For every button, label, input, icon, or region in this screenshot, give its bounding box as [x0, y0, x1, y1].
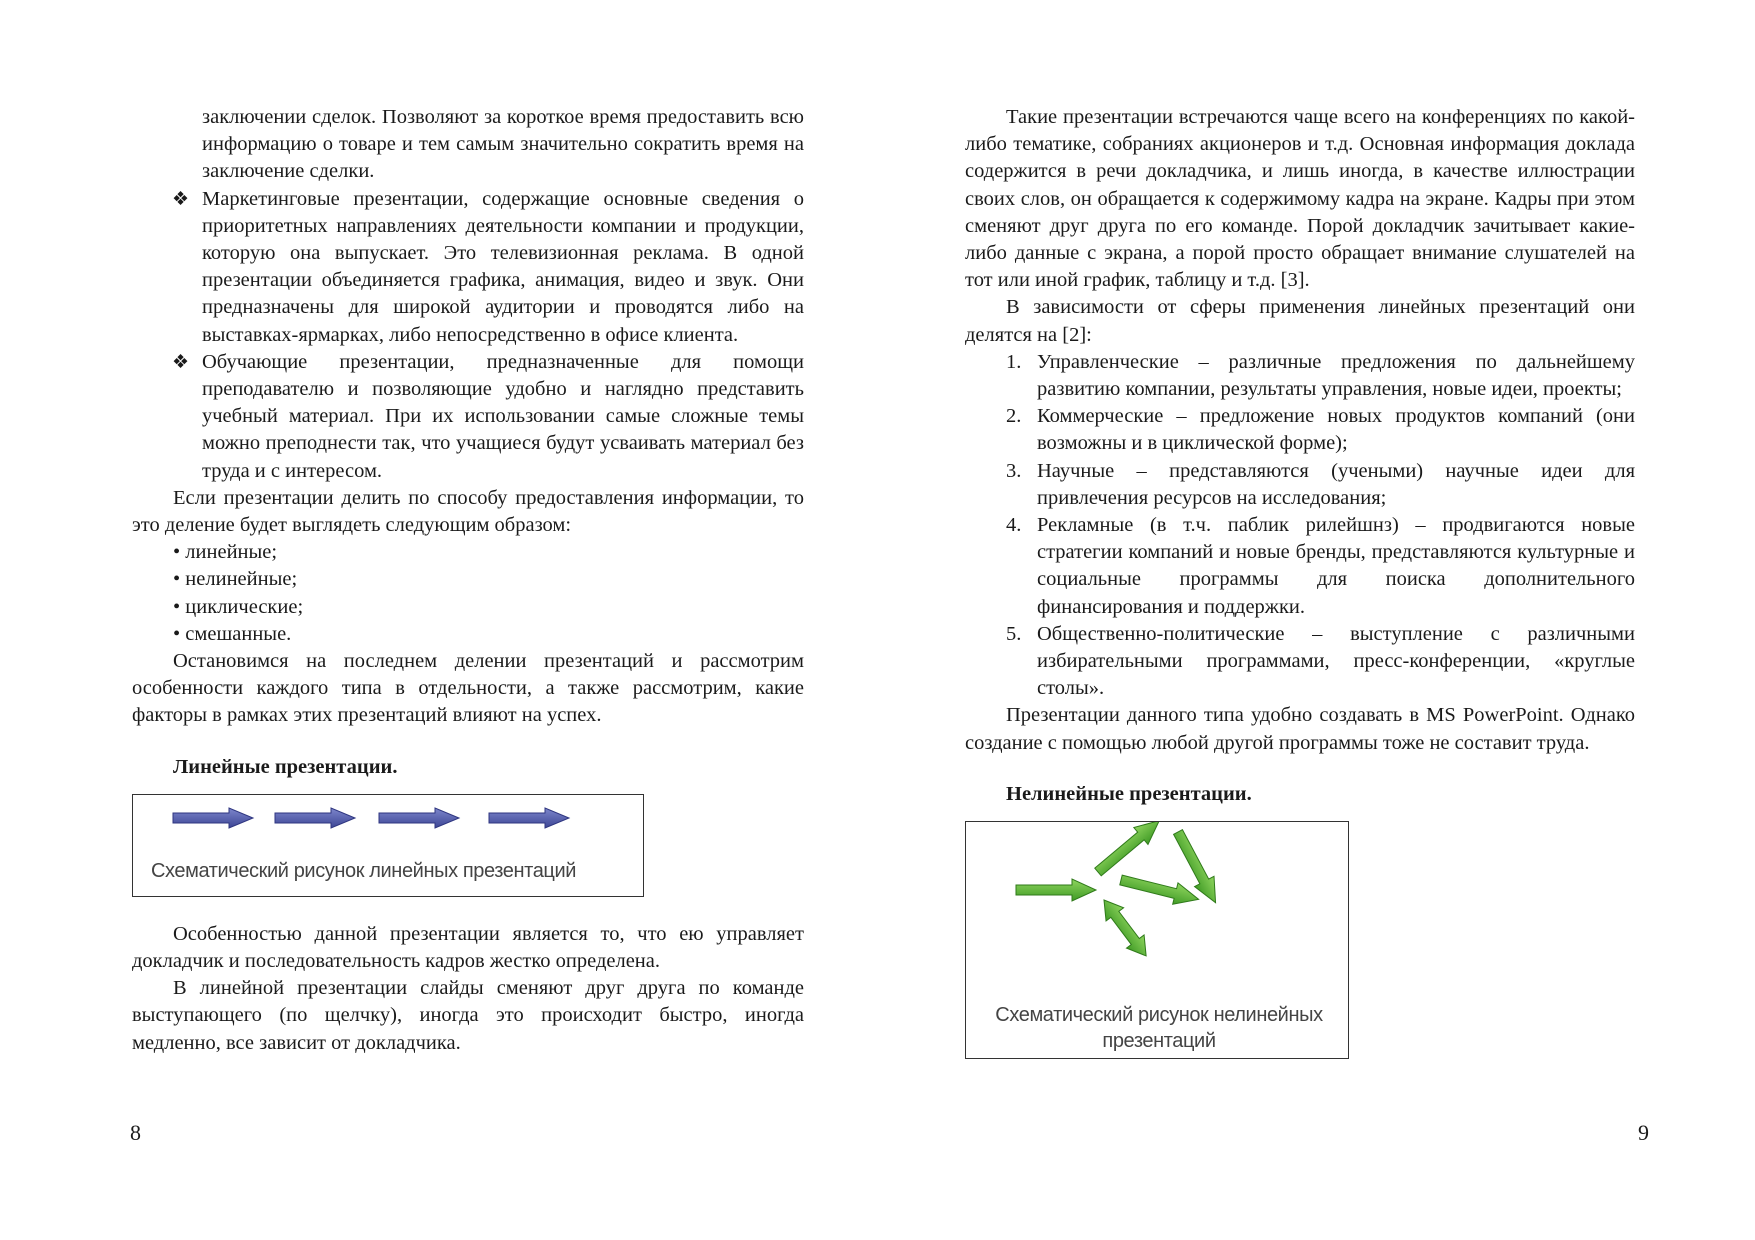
diamond-bullet-icon: ❖ — [172, 188, 190, 210]
bullet-marketing — [132, 186, 804, 349]
right-arrow-icon — [489, 808, 569, 828]
stop-paragraph: Остановимся на последнем делении презентаций и рассмотрим особенности каждого типа в отдельности, а также рассмотрим, какие факторы в рамках этих презентаций влияют на успех. — [132, 650, 804, 727]
right-text-column — [965, 104, 1635, 1059]
item-number: 5. — [1006, 622, 1022, 645]
item-text: Рекламные (в т.ч. паблик рилейшнз) – продвигаются новые стратегии компаний и новые бренды, представляются культурные и социальные программы для поиска дополнительного финансирования и поддержки. — [1037, 514, 1635, 618]
continuation-paragraph: заключении сделок. Позволяют за короткое время предоставить всю информацию о товаре и тем самым значительно сократить время на заключение сделки. — [202, 106, 804, 183]
numbered-item — [965, 512, 1635, 621]
item-text: Коммерческие – предложение новых продуктов компаний (они возможны и в циклической форме); — [1037, 405, 1635, 455]
linear-heading: Линейные презентации. — [173, 755, 398, 778]
slides-paragraph: В линейной презентации слайды сменяют друг друга по команде выступающего (по щелчку), иногда это происходит быстро, иногда медленно, все зависит от докладчика. — [132, 977, 804, 1054]
up-right-arrow-icon — [1091, 822, 1166, 880]
division-paragraph: Если презентации делить по способу предоставления информации, то это деление будет выглядеть следующим образом: — [132, 486, 804, 537]
numbered-item — [965, 621, 1635, 703]
item-text: Общественно-политические – выступление с различными избирательными программами, пресс-конференции, «круглые столы». — [1037, 622, 1635, 700]
powerpoint-paragraph: Презентации данного типа удобно создавать в MS PowerPoint. Однако создание с помощью любой другой программы тоже не составит труда. — [965, 704, 1635, 754]
item-text: Научные – представляются (учеными) научные идеи для привлечения ресурсов на исследования; — [1037, 459, 1635, 509]
down-right-arrow-icon — [1118, 869, 1201, 910]
right-page — [877, 0, 1755, 1240]
right-arrow-icon — [379, 808, 459, 828]
diamond-bullet-icon: ❖ — [172, 351, 190, 373]
conferences-paragraph: Такие презентации встречаются чаще всего на конференциях по какой-либо тематике, собраниях акционеров и т.д. Основная информация доклада содержится в речи докладчика, и лишь иногда, в качестве иллюстрации своих слов, он обращается к содержимому кадра на экране. Кадры при этом сменяют друг друга по его команде. Порой докладчик зачитывает какие-либо данные с экрана, а порой просто обращает внимание слушателей на тот или иной график, таблицу и т.д. [3]. — [965, 106, 1635, 292]
linear-figure-caption: Схематический рисунок линейных презентаций — [151, 859, 577, 882]
numbered-item — [965, 403, 1635, 457]
left-text-column — [132, 104, 804, 1057]
item-number: 2. — [1006, 405, 1022, 428]
page-number: 8 — [130, 1120, 141, 1145]
item-number: 3. — [1006, 459, 1022, 482]
bullet-marketing-text: Маркетинговые презентации, содержащие основные сведения о приоритетных направлениях деятельности компании и продукции, которую она выпускает. Это телевизионная реклама. В одной презентации объединяется графика, анимация, видео и звук. Они предназначены для широкой аудитории и проводятся либо на выставках-ярмарках, либо непосредственно в офисе клиента. — [202, 187, 804, 346]
left-page — [0, 0, 877, 1240]
item-number: 4. — [1006, 514, 1022, 537]
numbered-item — [965, 458, 1635, 512]
item-text: Управленческие – различные предложения по дальнейшему развитию компании, результаты управления, новые идеи, проекты; — [1037, 350, 1635, 401]
list-item: • смешанные. — [173, 622, 292, 645]
double-arrow-icon — [1095, 893, 1155, 962]
nonlinear-figure-caption: Схематический рисунок нелинейных презентаций — [995, 1004, 1323, 1053]
list-item: • нелинейные; — [173, 568, 298, 591]
linear-figure — [132, 794, 644, 897]
bullet-educational-text: Обучающие презентации, предназначенные для помощи преподавателю и позволяющие удобно и наглядно представить учебный материал. При их использовании самые сложные темы можно преподнести так, что учащиеся будут усваивать материал без труда и с интересом. — [202, 350, 804, 482]
right-arrow-icon — [1016, 879, 1096, 901]
spheres-paragraph: В зависимости от сферы применения линейных презентаций они делятся на [2]: — [965, 296, 1635, 346]
item-number: 1. — [1006, 350, 1022, 373]
nonlinear-figure — [965, 821, 1349, 1059]
list-item: • циклические; — [173, 595, 304, 618]
right-arrow-icon — [275, 808, 355, 828]
bullet-educational — [132, 349, 804, 485]
numbered-item — [965, 349, 1635, 403]
nonlinear-heading: Нелинейные презентации. — [1006, 782, 1252, 805]
right-arrow-icon — [173, 808, 253, 828]
page-number: 9 — [1638, 1120, 1649, 1145]
list-item: • линейные; — [173, 541, 278, 564]
feature-paragraph: Особенностью данной презентации является то, что ею управляет докладчик и последовательность кадров жестко определена. — [132, 922, 804, 973]
